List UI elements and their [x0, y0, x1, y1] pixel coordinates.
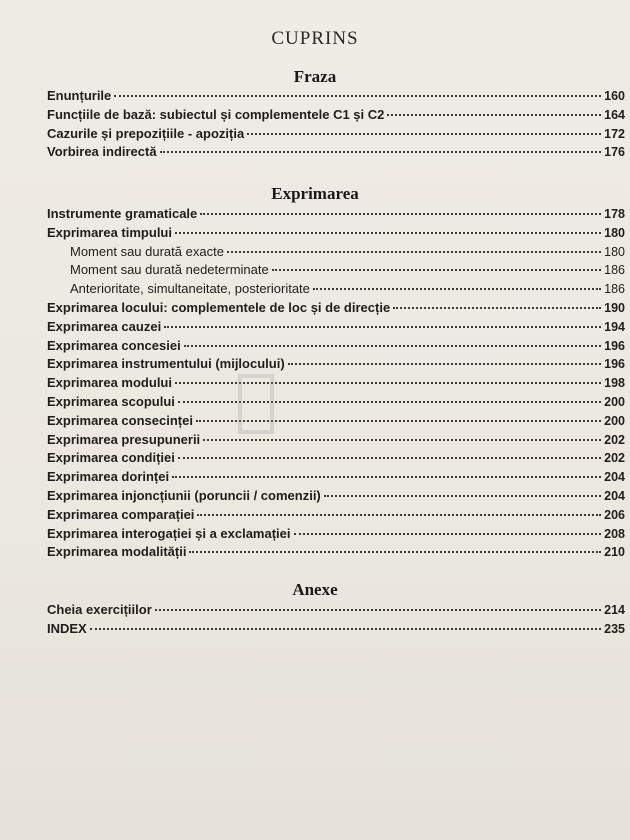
toc-entry: Exprimarea interogației și a exclamației 208 [47, 525, 625, 541]
toc-entry: Cheia exercițiilor 214 [47, 602, 625, 617]
toc-subentry: Moment sau durată nedeterminate 186 [70, 262, 625, 278]
page-title: CUPRINS [271, 28, 359, 49]
toc-entry: INDEX 235 [47, 620, 625, 636]
toc-section-anexe [47, 602, 625, 640]
toc-entry: Exprimarea dorinței 204 [47, 469, 625, 485]
toc-entry: Instrumente gramaticale 178 [47, 206, 625, 221]
toc-entry: Exprimarea injoncțiunii (poruncii / comenzii) 204 [47, 487, 625, 503]
toc-entry: Exprimarea scopului 200 [47, 393, 625, 409]
toc-entry: Exprimarea locului: complementele de loc și de direcție 190 [47, 299, 625, 315]
toc-entry: Cazurile și prepozițiile - apoziția 172 [47, 125, 625, 141]
toc-entry: Exprimarea modului 198 [47, 375, 625, 391]
section-heading-fraza: Fraza [293, 67, 337, 86]
toc-entry: Exprimarea modalității 210 [47, 544, 625, 560]
section-heading-anexe: Anexe [292, 580, 338, 599]
toc-entry: Exprimarea condiției 202 [47, 450, 625, 466]
toc-subentry: Anterioritate, simultaneitate, posterioritate 186 [70, 281, 625, 297]
section-heading-exprimarea: Exprimarea [271, 184, 359, 203]
toc-entry: Exprimarea presupunerii 202 [47, 431, 625, 447]
toc-entry: Exprimarea concesiei 196 [47, 337, 625, 353]
toc-entry: Exprimarea consecinței 200 [47, 412, 625, 428]
watermark-logo [238, 370, 388, 440]
toc-entry: Exprimarea cauzei 194 [47, 318, 625, 334]
toc-entry: Enunțurile 160 [47, 88, 625, 103]
toc-entry: Exprimarea comparației 206 [47, 506, 625, 522]
toc-entry: Exprimarea instrumentului (mijlocului) 196 [47, 356, 625, 372]
toc-entry: Exprimarea timpului 180 [47, 224, 625, 240]
toc-subentry: Moment sau durată exacte 180 [70, 243, 625, 259]
toc-entry: Vorbirea indirectă 176 [47, 144, 625, 160]
toc-section-fraza [47, 88, 625, 163]
toc-entry: Funcțiile de bază: subiectul și complementele C1 și C2 164 [47, 106, 625, 122]
